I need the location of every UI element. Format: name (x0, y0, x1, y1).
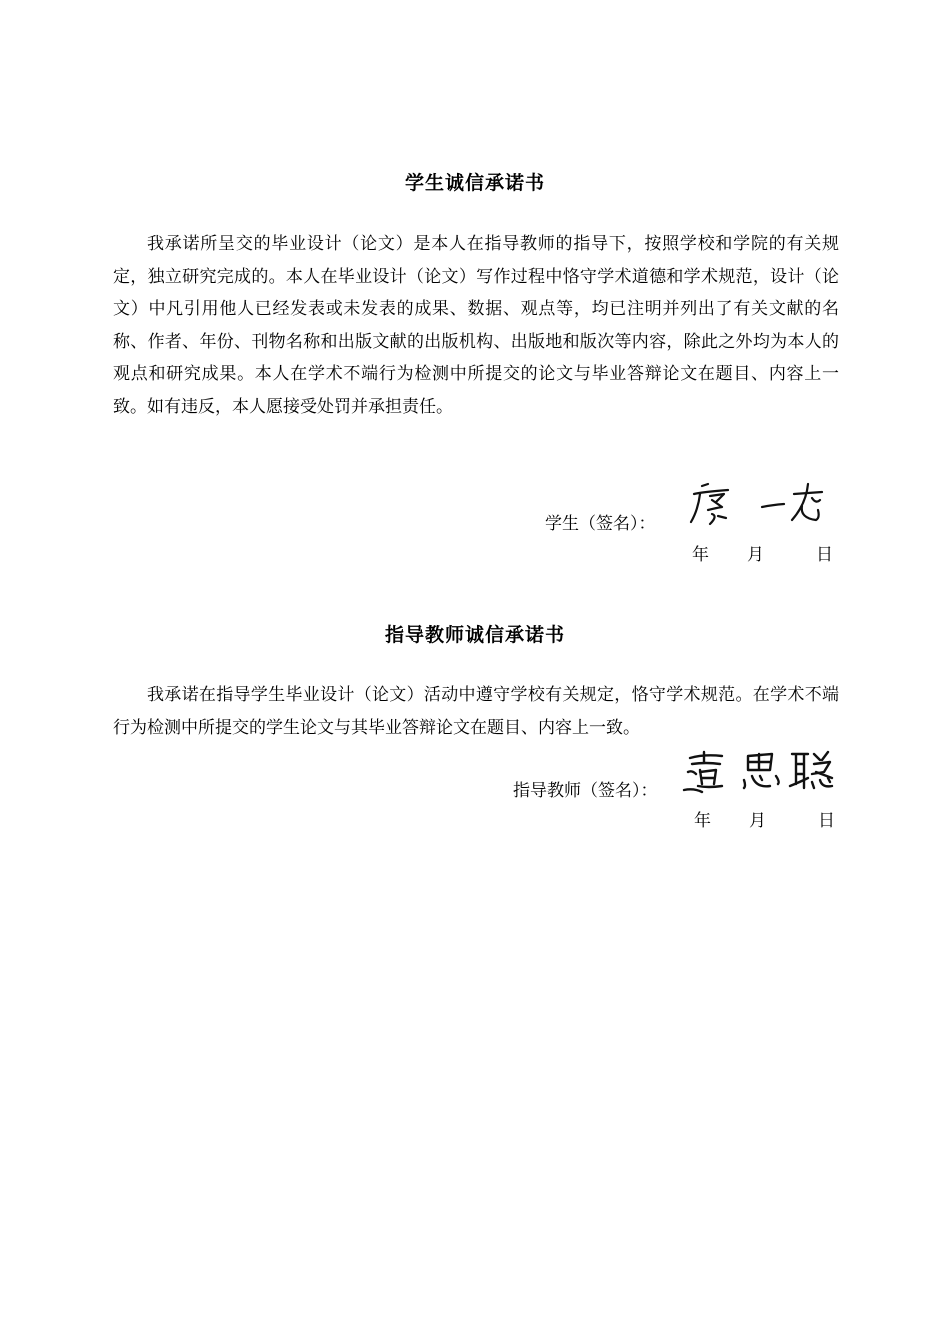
advisor-signature-label: 指导教师（签名）： (513, 781, 658, 801)
student-pledge-body: 我承诺所呈交的毕业设计（论文）是本人在指导教师的指导下，按照学校和学院的有关规定，独立研究完成的。本人在毕业设计（论文）写作过程中恪守学术道德和学术规范，设计（论文）中凡引用他人已经发表或未发表的成果、数据、观点等，均已注明并列出了有关文献的名称、作者、年份、刊物名称和出版文献的出版机构、出版地和版次等内容，除此之外均为本人的观点和研究成果。本人在学术不端行为检测中所提交的论文与毕业答辩论文在题目、内容上一致。如有违反，本人愿接受处罚并承担责任。 (113, 234, 839, 417)
advisor-date-row (692, 806, 842, 831)
advisor-date-month: 月 (749, 811, 766, 831)
advisor-date-day: 日 (818, 811, 835, 831)
advisor-pledge-title: 指导教师诚信承诺书 (384, 624, 565, 646)
student-date-row (690, 540, 840, 565)
student-date-month: 月 (747, 545, 764, 565)
student-pledge-title: 学生诚信承诺书 (404, 172, 545, 194)
student-date-year: 年 (692, 545, 709, 565)
student-signature-label: 学生（签名）： (545, 514, 656, 534)
student-signature-image (688, 480, 838, 530)
advisor-signature-image (682, 748, 838, 798)
advisor-pledge-body: 我承诺在指导学生毕业设计（论文）活动中遵守学校有关规定，恪守学术规范。在学术不端行为检测中所提交的学生论文与其毕业答辩论文在题目、内容上一致。 (113, 685, 839, 738)
advisor-date-year: 年 (694, 811, 711, 831)
student-date-day: 日 (816, 545, 833, 565)
